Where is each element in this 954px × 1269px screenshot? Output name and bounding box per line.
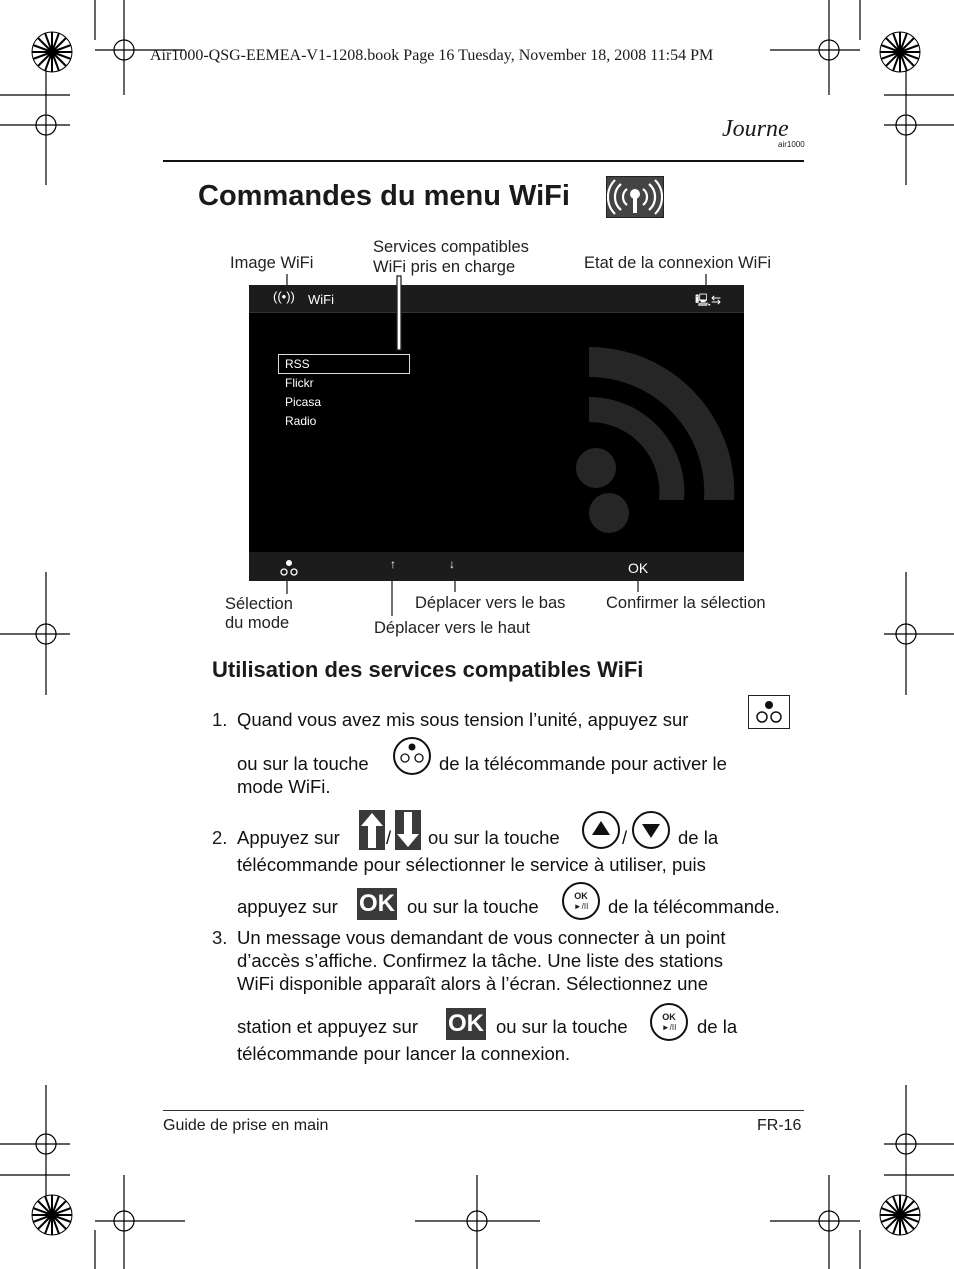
menu-item-radio[interactable]: Radio [285, 414, 317, 428]
step-text: ou sur la touche [496, 1016, 628, 1037]
registration-mark-icon [0, 1085, 70, 1205]
step-number: 2. [212, 827, 228, 848]
label-image-wifi: Image WiFi [230, 254, 314, 272]
up-button-icon [359, 810, 385, 850]
footer-left: Guide de prise en main [163, 1117, 329, 1134]
print-header: Air1000-QSG-EEMEA-V1-1208.book Page 16 Tuesday, November 18, 2008 11:54 PM [150, 47, 714, 64]
remote-mode-key-icon [393, 737, 431, 775]
step-text: télécommande pour sélectionner le service à utiliser, puis [237, 854, 706, 875]
step-text: station et appuyez sur [237, 1016, 418, 1037]
step-text: Un message vous demandant de vous connecter à un point [237, 927, 726, 948]
remote-ok-label: OK [574, 891, 588, 901]
screen-wifi-icon: ((•)) [273, 289, 295, 304]
slash: / [622, 827, 628, 848]
remote-up-key-icon [582, 811, 620, 849]
step-text: télécommande pour lancer la connexion. [237, 1043, 571, 1064]
step-text: mode WiFi. [237, 776, 331, 797]
down-arrow-icon[interactable]: ↓ [449, 557, 455, 571]
down-button-icon [395, 810, 421, 850]
step-number: 3. [212, 927, 228, 948]
slash: / [386, 827, 392, 848]
page-title: Commandes du menu WiFi [198, 180, 570, 212]
connection-status-icon: 🖳⇆ [695, 293, 722, 307]
step-text: de la télécommande. [608, 896, 780, 917]
menu-item-rss[interactable]: RSS [285, 357, 310, 371]
brand-logo: Journe [722, 116, 789, 142]
step-text: ou sur la touche [407, 896, 539, 917]
starburst-mark-icon [880, 1195, 920, 1235]
registration-mark-icon [884, 1085, 954, 1205]
label-haut: Déplacer vers le haut [374, 619, 530, 637]
label-selection-line2: du mode [225, 614, 290, 632]
label-confirmer: Confirmer la sélection [606, 594, 766, 612]
ok-button-icon: OK [357, 888, 397, 920]
remote-ok-key-icon [562, 882, 600, 920]
section-title: Utilisation des services compatibles WiFi [212, 657, 644, 682]
label-services-line2: WiFi pris en charge [373, 258, 516, 276]
remote-down-key-icon [632, 811, 670, 849]
step-text: WiFi disponible apparaît alors à l’écran. Sélectionnez une [237, 973, 708, 994]
step-text: de la télécommande pour activer le [439, 753, 727, 774]
step-text: de la [697, 1016, 738, 1037]
play-pause-label: ►/II [573, 902, 589, 911]
remote-ok-key-icon [650, 1003, 688, 1041]
menu-item-flickr[interactable]: Flickr [285, 376, 314, 390]
ok-button-icon: OK [446, 1008, 486, 1040]
footer-page-number: FR-16 [757, 1117, 802, 1134]
play-pause-label: ►/II [661, 1023, 677, 1032]
step-text: d’accès s’affiche. Confirmez la tâche. Une liste des stations [237, 950, 724, 971]
menu-item-picasa[interactable]: Picasa [285, 395, 322, 409]
label-services-line1: Services compatibles [373, 238, 529, 256]
step-text: Appuyez sur [237, 827, 340, 848]
registration-mark-icon [415, 1175, 540, 1269]
screen-header: WiFi [308, 292, 334, 307]
brand-sub: air1000 [778, 140, 805, 149]
step-text: ou sur la touche [237, 753, 369, 774]
screen-ok[interactable]: OK [628, 560, 649, 576]
starburst-mark-icon [32, 1195, 72, 1235]
step-text: de la [678, 827, 719, 848]
label-selection-line1: Sélection [225, 595, 293, 613]
registration-mark-icon [770, 1175, 860, 1269]
mode-button-icon [748, 695, 790, 729]
label-bas: Déplacer vers le bas [415, 594, 566, 612]
label-etat: Etat de la connexion WiFi [584, 254, 772, 272]
up-arrow-icon[interactable]: ↑ [390, 557, 396, 571]
remote-ok-label: OK [662, 1012, 676, 1022]
footer-rule [163, 1110, 804, 1111]
step-text: appuyez sur [237, 896, 338, 917]
step-text: Quand vous avez mis sous tension l’unité, appuyez sur [237, 709, 689, 730]
step-text: ou sur la touche [428, 827, 560, 848]
step-number: 1. [212, 709, 228, 730]
registration-mark-icon [95, 1175, 185, 1269]
